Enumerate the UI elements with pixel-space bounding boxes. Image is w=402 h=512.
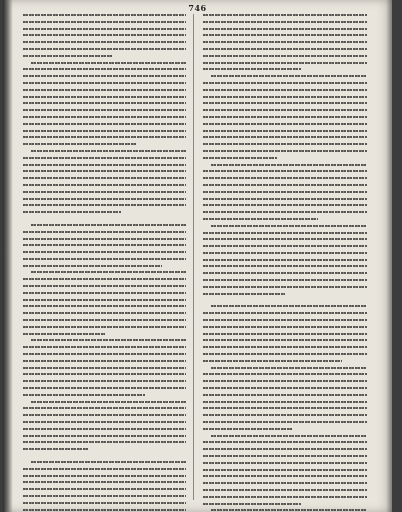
illegible-text-line	[203, 157, 277, 159]
illegible-text-line	[203, 503, 301, 505]
illegible-text-line	[203, 387, 367, 389]
illegible-text-line	[23, 326, 186, 328]
illegible-text-line	[203, 293, 285, 295]
illegible-text-line	[23, 123, 186, 125]
illegible-text-line	[211, 367, 367, 369]
illegible-text-line	[203, 448, 367, 450]
illegible-text-line	[23, 184, 186, 186]
illegible-text-line	[203, 177, 367, 179]
illegible-text-line	[203, 82, 367, 84]
illegible-text-line	[203, 475, 367, 477]
illegible-text-line	[23, 251, 186, 253]
illegible-text-line	[203, 414, 367, 416]
illegible-text-line	[23, 468, 186, 470]
illegible-text-line	[23, 170, 186, 172]
illegible-text-line	[23, 157, 186, 159]
illegible-text-line	[203, 373, 367, 375]
illegible-text-line	[203, 380, 367, 382]
illegible-text-line	[23, 414, 186, 416]
illegible-text-line	[203, 265, 367, 267]
illegible-text-line	[203, 496, 367, 498]
illegible-text-line	[23, 231, 186, 233]
illegible-text-line	[203, 401, 367, 403]
illegible-text-line	[23, 75, 186, 77]
illegible-text-line	[203, 353, 367, 355]
illegible-text-line	[23, 285, 186, 287]
illegible-text-line	[23, 407, 186, 409]
illegible-text-line	[23, 305, 186, 307]
illegible-text-line	[23, 428, 186, 430]
illegible-text-line	[203, 245, 367, 247]
illegible-text-line	[23, 136, 186, 138]
illegible-text-line	[23, 96, 186, 98]
illegible-text-line	[23, 380, 186, 382]
illegible-text-line	[203, 14, 367, 16]
illegible-text-line	[203, 136, 367, 138]
illegible-text-line	[23, 28, 186, 30]
illegible-text-line	[23, 441, 186, 443]
illegible-text-line	[203, 238, 367, 240]
illegible-text-line	[31, 339, 186, 341]
illegible-text-line	[23, 48, 186, 50]
illegible-text-line	[211, 435, 367, 437]
illegible-text-line	[23, 238, 186, 240]
illegible-text-line	[203, 123, 367, 125]
illegible-text-line	[203, 462, 367, 464]
illegible-text-line	[23, 41, 186, 43]
illegible-text-line	[203, 407, 367, 409]
illegible-text-line	[203, 21, 367, 23]
illegible-text-line	[23, 14, 186, 16]
illegible-text-line	[211, 305, 367, 307]
illegible-text-line	[211, 75, 367, 77]
illegible-text-line	[203, 482, 367, 484]
page	[3, 0, 392, 512]
illegible-text-line	[31, 224, 186, 226]
illegible-text-line	[203, 441, 367, 443]
page-number: 746	[188, 3, 207, 13]
illegible-text-line	[23, 244, 186, 246]
illegible-text-line	[211, 509, 367, 511]
illegible-text-line	[23, 278, 186, 280]
illegible-text-line	[203, 34, 367, 36]
illegible-text-line	[203, 96, 367, 98]
illegible-text-line	[23, 475, 186, 477]
illegible-text-line	[203, 211, 367, 213]
illegible-text-line	[23, 367, 186, 369]
right-text-column	[203, 14, 367, 512]
illegible-text-line	[23, 198, 186, 200]
illegible-text-line	[23, 373, 186, 375]
illegible-text-line	[23, 55, 113, 57]
illegible-text-line	[31, 461, 186, 463]
illegible-text-line	[203, 279, 367, 281]
illegible-text-line	[203, 204, 367, 206]
illegible-text-line	[23, 34, 186, 36]
illegible-text-line	[23, 509, 186, 511]
illegible-text-line	[23, 82, 186, 84]
illegible-text-line	[23, 109, 186, 111]
page-edge-shadow	[386, 0, 392, 512]
binding-edge	[3, 0, 13, 512]
illegible-text-line	[23, 421, 186, 423]
illegible-text-line	[23, 102, 186, 104]
illegible-text-line	[23, 312, 186, 314]
illegible-text-line	[203, 319, 367, 321]
illegible-text-line	[203, 312, 367, 314]
illegible-text-line	[23, 211, 121, 213]
illegible-text-line	[203, 170, 367, 172]
illegible-text-line	[211, 225, 367, 227]
illegible-text-line	[23, 448, 88, 450]
illegible-text-line	[203, 102, 367, 104]
illegible-text-line	[23, 360, 186, 362]
illegible-text-line	[23, 204, 186, 206]
illegible-text-line	[203, 360, 342, 362]
illegible-text-line	[23, 116, 186, 118]
illegible-text-line	[23, 164, 186, 166]
illegible-text-line	[23, 319, 186, 321]
illegible-text-line	[23, 353, 186, 355]
illegible-text-line	[31, 401, 186, 403]
illegible-text-line	[31, 62, 186, 64]
illegible-text-line	[23, 387, 186, 389]
illegible-text-line	[23, 333, 105, 335]
illegible-text-line	[203, 143, 367, 145]
illegible-text-line	[203, 184, 367, 186]
illegible-text-line	[203, 116, 367, 118]
illegible-text-line	[203, 455, 367, 457]
illegible-text-line	[203, 421, 367, 423]
illegible-text-line	[211, 164, 367, 166]
left-text-column	[23, 14, 186, 512]
illegible-text-line	[203, 252, 367, 254]
illegible-text-line	[203, 469, 367, 471]
illegible-text-line	[203, 286, 367, 288]
illegible-text-line	[23, 502, 186, 504]
illegible-text-line	[23, 394, 145, 396]
illegible-text-line	[203, 218, 318, 220]
illegible-text-line	[203, 48, 367, 50]
illegible-text-line	[23, 130, 186, 132]
column-divider	[193, 14, 194, 500]
illegible-text-line	[203, 333, 367, 335]
illegible-text-line	[23, 435, 186, 437]
illegible-text-line	[203, 191, 367, 193]
illegible-text-line	[23, 21, 186, 23]
illegible-text-line	[23, 346, 186, 348]
illegible-text-line	[23, 68, 186, 70]
illegible-text-line	[203, 346, 367, 348]
illegible-text-line	[203, 232, 367, 234]
illegible-text-line	[23, 89, 186, 91]
illegible-text-line	[23, 292, 186, 294]
illegible-text-line	[203, 259, 367, 261]
illegible-text-line	[203, 130, 367, 132]
illegible-text-line	[23, 177, 186, 179]
illegible-text-line	[23, 488, 186, 490]
illegible-text-line	[203, 55, 367, 57]
illegible-text-line	[203, 326, 367, 328]
illegible-text-line	[203, 62, 367, 64]
illegible-text-line	[23, 495, 186, 497]
illegible-text-line	[203, 489, 367, 491]
illegible-text-line	[203, 41, 367, 43]
illegible-text-line	[203, 89, 367, 91]
illegible-text-line	[31, 271, 186, 273]
illegible-text-line	[203, 198, 367, 200]
illegible-text-line	[23, 265, 162, 267]
illegible-text-line	[23, 143, 137, 145]
illegible-text-line	[31, 150, 186, 152]
illegible-text-line	[203, 428, 293, 430]
illegible-text-line	[203, 28, 367, 30]
illegible-text-line	[23, 191, 186, 193]
illegible-text-line	[23, 299, 186, 301]
illegible-text-line	[203, 339, 367, 341]
illegible-text-line	[203, 68, 301, 70]
illegible-text-line	[203, 109, 367, 111]
illegible-text-line	[23, 481, 186, 483]
illegible-text-line	[23, 258, 186, 260]
illegible-text-line	[203, 272, 367, 274]
illegible-text-line	[203, 150, 367, 152]
illegible-text-line	[203, 394, 367, 396]
